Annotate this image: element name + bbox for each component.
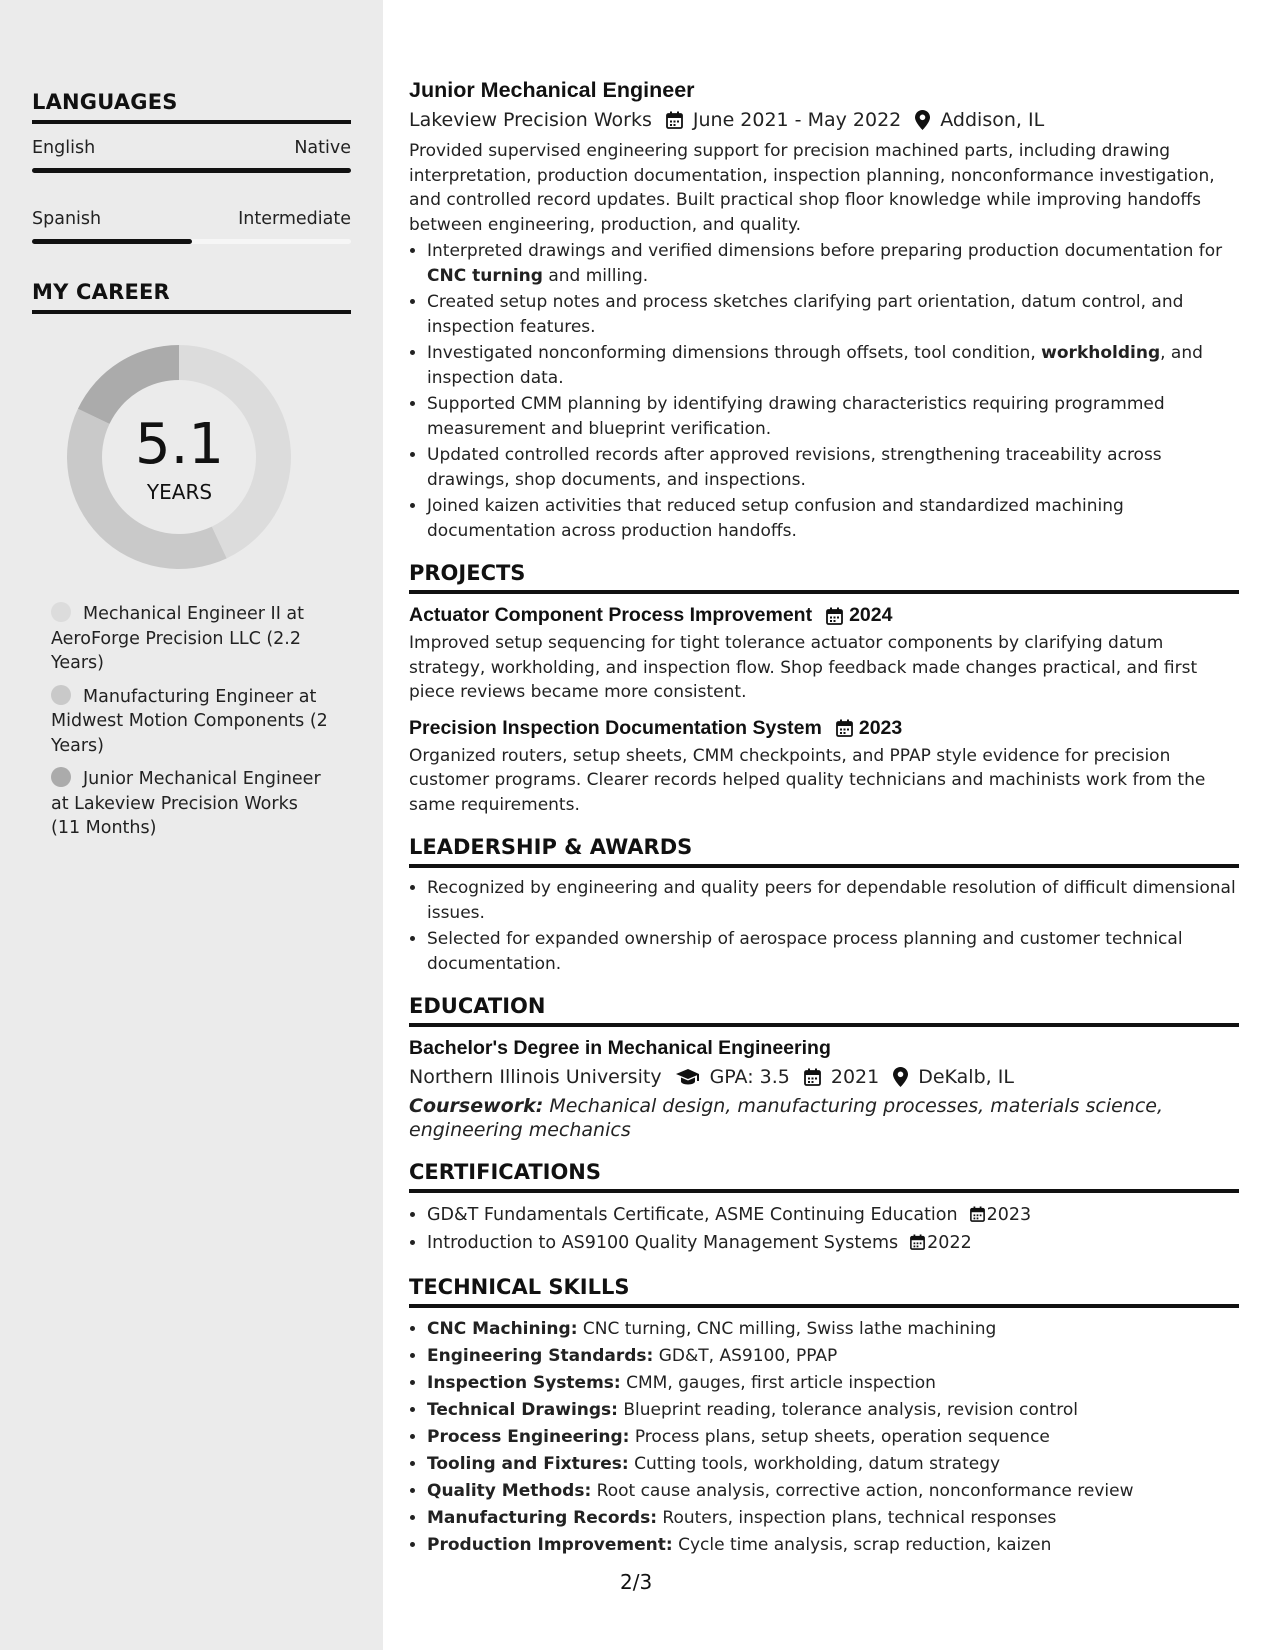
bullet-text: Joined kaizen activities that reduced setup confusion and standardized machining documentation across production handoffs. xyxy=(427,496,1124,541)
language-proficiency-fill xyxy=(32,239,192,244)
skill-value: Blueprint reading, tolerance analysis, revision control xyxy=(617,1400,1078,1420)
certifications-heading: CERTIFICATIONS xyxy=(409,1160,1239,1193)
skill-value: CMM, gauges, first article inspection xyxy=(620,1373,936,1393)
certification-year: 2023 xyxy=(986,1205,1032,1225)
skill-value: CNC turning, CNC milling, Swiss lathe machining xyxy=(577,1319,997,1339)
job-bullet xyxy=(427,341,1239,390)
skill-item xyxy=(427,1451,1239,1478)
calendar-icon xyxy=(804,1068,821,1086)
page-number: 2/3 xyxy=(620,1570,653,1594)
education-year: 2021 xyxy=(830,1066,880,1088)
legend-label: Junior Mechanical Engineer at Lakeview Precision Works (11 Months) xyxy=(51,769,321,838)
language-proficiency-bar xyxy=(32,168,351,173)
job-bullet xyxy=(427,239,1239,288)
skill-label: Process Engineering: xyxy=(427,1427,630,1447)
project-item xyxy=(409,604,1239,705)
career-total-unit: YEARS xyxy=(146,480,213,504)
career-section xyxy=(32,280,351,841)
legend-label: Mechanical Engineer II at AeroForge Precision LLC (2.2 Years) xyxy=(51,604,304,673)
career-legend-item xyxy=(51,602,331,676)
certification-item xyxy=(427,1201,1239,1229)
language-item-english xyxy=(32,138,351,173)
bullet-text: , and inspection data. xyxy=(427,343,1203,388)
skill-label: Tooling and Fixtures: xyxy=(427,1454,629,1474)
skill-value: Root cause analysis, corrective action, nonconformance review xyxy=(591,1481,1134,1501)
project-item xyxy=(409,717,1239,818)
language-level: Intermediate xyxy=(238,209,351,229)
job-title: Junior Mechanical Engineer xyxy=(409,78,695,102)
job-bullet xyxy=(427,494,1239,543)
experience-entry xyxy=(409,78,1239,543)
main-content xyxy=(409,78,1239,1559)
bullet-text: Updated controlled records after approved revisions, strengthening traceability across drawings, shop documents, and inspections. xyxy=(427,445,1162,490)
calendar-icon xyxy=(826,607,843,625)
skill-item xyxy=(427,1505,1239,1532)
job-bullets xyxy=(409,239,1239,543)
career-legend xyxy=(32,602,331,841)
job-bullet xyxy=(427,443,1239,492)
calendar-icon xyxy=(666,111,683,129)
career-legend-item xyxy=(51,767,331,841)
certifications-list xyxy=(409,1201,1239,1257)
language-name: Spanish xyxy=(32,209,102,229)
career-heading: MY CAREER xyxy=(32,280,351,314)
language-level: Native xyxy=(294,138,351,158)
legend-dot xyxy=(51,602,71,622)
school-name: Northern Illinois University xyxy=(409,1066,662,1088)
job-dates: June 2021 - May 2022 xyxy=(692,109,902,131)
bullet-emphasis: workholding xyxy=(1041,343,1161,363)
language-proficiency-bar xyxy=(32,239,351,244)
skill-item xyxy=(427,1424,1239,1451)
skills-heading: TECHNICAL SKILLS xyxy=(409,1275,1239,1308)
project-description: Organized routers, setup sheets, CMM checkpoints, and PPAP style evidence for precision customer programs. Clearer records helped quality technicians and machinists work from the same requirements. xyxy=(409,745,1206,815)
education-heading: EDUCATION xyxy=(409,994,1239,1027)
bullet-text: Created setup notes and process sketches clarifying part orientation, datum control, and inspection features. xyxy=(427,292,1184,337)
skill-value: Cutting tools, workholding, datum strategy xyxy=(628,1454,1001,1474)
job-bullet xyxy=(427,290,1239,339)
skills-list xyxy=(409,1316,1239,1559)
skill-item xyxy=(427,1343,1239,1370)
company-name: Lakeview Precision Works xyxy=(409,109,652,131)
language-name: English xyxy=(32,138,96,158)
bullet-emphasis: CNC turning xyxy=(427,265,543,286)
skill-item xyxy=(427,1478,1239,1505)
bullet-text: and milling. xyxy=(542,265,649,286)
project-year: 2023 xyxy=(858,716,903,739)
calendar-icon xyxy=(910,1234,925,1250)
skill-label: Manufacturing Records: xyxy=(427,1508,658,1528)
degree-title: Bachelor's Degree in Mechanical Engineering xyxy=(409,1037,831,1059)
bullet-text: Interpreted drawings and verified dimensions before preparing production documentation for xyxy=(427,241,1223,261)
coursework xyxy=(409,1094,1239,1142)
certification-year: 2022 xyxy=(927,1233,972,1253)
leadership-heading: LEADERSHIP & AWARDS xyxy=(409,835,1239,868)
skill-value: Cycle time analysis, scrap reduction, kaizen xyxy=(672,1535,1052,1555)
skill-item xyxy=(427,1532,1239,1559)
location-pin-icon xyxy=(915,110,930,130)
skill-label: Inspection Systems: xyxy=(427,1373,621,1393)
career-legend-item xyxy=(51,685,331,759)
education-entry xyxy=(409,1037,1239,1142)
language-proficiency-fill xyxy=(32,168,351,173)
project-title: Precision Inspection Documentation System xyxy=(409,716,822,739)
skill-label: Engineering Standards: xyxy=(427,1346,654,1366)
legend-label: Manufacturing Engineer at Midwest Motion Components (2 Years) xyxy=(51,686,328,756)
sidebar-content xyxy=(32,90,351,850)
skill-label: Quality Methods: xyxy=(427,1481,592,1501)
job-bullet xyxy=(427,392,1239,441)
certification-name: GD&T Fundamentals Certificate, ASME Continuing Education xyxy=(427,1205,958,1225)
job-summary: Provided supervised engineering support for precision machined parts, including drawing interpretation, production documentation, inspection planning, nonconformance investigation, and controlled record updates. Built practical shop floor knowledge while improving handoffs between engineering, production, and quality. xyxy=(409,141,1215,235)
project-title-row xyxy=(409,604,1239,627)
project-title: Actuator Component Process Improvement xyxy=(409,604,813,626)
languages-heading: LANGUAGES xyxy=(32,90,351,124)
skill-item xyxy=(427,1397,1239,1424)
job-location: Addison, IL xyxy=(940,109,1045,131)
legend-dot xyxy=(51,767,71,787)
calendar-icon xyxy=(836,719,853,737)
skill-value: GD&T, AS9100, PPAP xyxy=(653,1346,838,1366)
bullet-text: Investigated nonconforming dimensions through offsets, tool condition, xyxy=(427,343,1042,363)
skill-label: CNC Machining: xyxy=(427,1319,578,1339)
legend-dot xyxy=(51,685,71,705)
career-total-value: 5.1 xyxy=(134,412,225,477)
projects-heading: PROJECTS xyxy=(409,561,1239,594)
skill-value: Process plans, setup sheets, operation sequence xyxy=(629,1427,1050,1447)
skill-value: Routers, inspection plans, technical responses xyxy=(657,1508,1057,1528)
education-gpa: GPA: 3.5 xyxy=(709,1066,790,1088)
project-year: 2024 xyxy=(849,604,893,626)
career-donut-chart xyxy=(32,342,351,592)
calendar-icon xyxy=(970,1206,985,1222)
leadership-item: • Selected for expanded ownership of aerospace process planning and customer technical documentation. xyxy=(427,927,1239,976)
location-pin-icon xyxy=(893,1067,908,1087)
skill-item xyxy=(427,1370,1239,1397)
education-location: DeKalb, IL xyxy=(918,1066,1014,1088)
job-meta xyxy=(409,109,1239,131)
education-meta xyxy=(409,1066,1239,1088)
graduation-cap-icon xyxy=(676,1069,700,1085)
leadership-list xyxy=(409,876,1239,976)
sidebar xyxy=(0,0,383,1650)
skill-label: Technical Drawings: xyxy=(427,1400,618,1420)
bullet-text: Supported CMM planning by identifying drawing characteristics requiring programmed measurement and blueprint verification. xyxy=(427,394,1165,439)
leadership-item: • Recognized by engineering and quality peers for dependable resolution of difficult dimensional issues. xyxy=(427,876,1239,925)
project-title-row xyxy=(409,717,1239,740)
skill-label: Production Improvement: xyxy=(427,1535,673,1555)
language-item-spanish xyxy=(32,209,351,244)
skill-item xyxy=(427,1316,1239,1343)
certification-item xyxy=(427,1229,1239,1257)
coursework-label: Coursework: xyxy=(409,1095,544,1117)
certification-name: Introduction to AS9100 Quality Management Systems xyxy=(427,1233,899,1253)
coursework-text: Mechanical design, manufacturing processes, materials science, engineering mechanics xyxy=(409,1095,1164,1141)
project-description: Improved setup sequencing for tight tolerance actuator components by clarifying datum strategy, workholding, and inspection flow. Shop feedback made changes practical, and first piece reviews became more consistent. xyxy=(409,633,1198,702)
